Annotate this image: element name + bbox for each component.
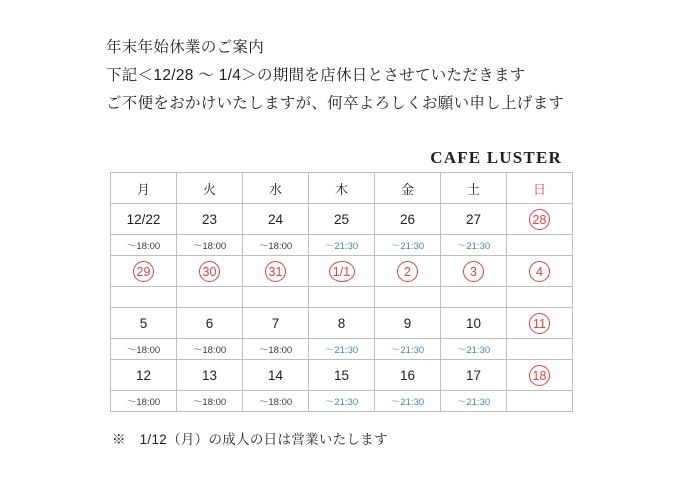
day-label: 16	[399, 367, 416, 383]
hours-cell: ～21:30	[309, 339, 375, 360]
closed-day-marker: 2	[397, 261, 418, 282]
day-cell	[375, 256, 441, 287]
hours-cell: ～18:00	[177, 235, 243, 256]
day-cell	[111, 360, 177, 391]
day-cell	[507, 308, 573, 339]
hours-cell: ～18:00	[111, 339, 177, 360]
hours-cell: ～18:00	[177, 391, 243, 412]
day-cell	[441, 204, 507, 235]
day-cell	[507, 204, 573, 235]
closed-day-marker: 29	[133, 261, 154, 282]
dow-header-fri: 金	[375, 173, 441, 204]
day-label: 27	[465, 211, 482, 227]
day-label: 12/22	[126, 211, 161, 227]
day-label: 6	[205, 315, 214, 331]
day-cell	[507, 256, 573, 287]
calendar-hours-row	[111, 391, 573, 412]
day-cell	[375, 308, 441, 339]
day-cell	[243, 308, 309, 339]
day-label: 17	[465, 367, 482, 383]
calendar-hours-row	[111, 339, 573, 360]
hours-cell	[441, 287, 507, 308]
hours-cell	[243, 287, 309, 308]
day-label: 25	[333, 211, 350, 227]
hours-cell: ～21:30	[441, 391, 507, 412]
day-cell	[243, 204, 309, 235]
day-cell	[243, 360, 309, 391]
hours-cell: ～21:30	[441, 339, 507, 360]
closed-day-marker: 31	[265, 261, 286, 282]
closed-day-marker: 3	[463, 261, 484, 282]
day-cell	[177, 256, 243, 287]
day-label: 9	[403, 315, 412, 331]
hours-cell: ～21:30	[375, 339, 441, 360]
dow-header-tue: 火	[177, 173, 243, 204]
day-cell	[441, 360, 507, 391]
notice-line-3: ご不便をおかけいたしますが、何卒よろしくお願い申し上げます	[106, 95, 565, 112]
day-label: 26	[399, 211, 416, 227]
hours-cell: ～21:30	[441, 235, 507, 256]
dow-header-thu: 木	[309, 173, 375, 204]
hours-cell: ～21:30	[375, 391, 441, 412]
hours-cell	[309, 287, 375, 308]
closed-day-marker: 30	[199, 261, 220, 282]
dow-header-sun: 日	[507, 173, 573, 204]
day-label: 12	[135, 367, 152, 383]
hours-cell: ～18:00	[111, 235, 177, 256]
day-label: 10	[465, 315, 482, 331]
day-cell	[111, 256, 177, 287]
dow-header-mon: 月	[111, 173, 177, 204]
day-label: 23	[201, 211, 218, 227]
hours-cell: ～18:00	[243, 391, 309, 412]
day-label: 8	[337, 315, 346, 331]
day-label: 5	[139, 315, 148, 331]
notice-text-block	[106, 34, 606, 118]
notice-line-2: 下記＜12/28 ～ 1/4＞の期間を店休日とさせていただきます	[106, 67, 526, 84]
hours-cell	[375, 287, 441, 308]
day-cell	[309, 204, 375, 235]
calendar-hours-row	[111, 287, 573, 308]
day-label: 14	[267, 367, 284, 383]
day-cell	[441, 308, 507, 339]
calendar-hours-row	[111, 235, 573, 256]
day-cell	[441, 256, 507, 287]
hours-cell: ～21:30	[309, 235, 375, 256]
footnote: ※ 1/12（月）の成人の日は営業いたします	[112, 432, 388, 447]
day-cell	[177, 308, 243, 339]
closed-day-marker: 28	[529, 209, 550, 230]
day-cell	[309, 360, 375, 391]
calendar-week-row	[111, 204, 573, 235]
hours-cell	[177, 287, 243, 308]
closed-day-marker: 11	[529, 313, 550, 334]
day-cell	[177, 360, 243, 391]
day-label: 13	[201, 367, 218, 383]
hours-cell: ～18:00	[243, 235, 309, 256]
hours-cell	[507, 339, 573, 360]
hours-cell	[507, 391, 573, 412]
day-cell	[177, 204, 243, 235]
day-cell	[375, 360, 441, 391]
day-cell	[243, 256, 309, 287]
closed-day-marker: 4	[529, 261, 550, 282]
notice-line-1: 年末年始休業のご案内	[106, 39, 265, 56]
hours-cell: ～21:30	[309, 391, 375, 412]
hours-cell	[507, 287, 573, 308]
closed-day-marker: 18	[529, 365, 550, 386]
hours-cell	[111, 287, 177, 308]
calendar-header-row	[111, 173, 573, 204]
day-cell	[309, 308, 375, 339]
calendar-week-row	[111, 360, 573, 391]
calendar-week-row	[111, 256, 573, 287]
hours-cell: ～21:30	[375, 235, 441, 256]
hours-cell: ～18:00	[111, 391, 177, 412]
day-label: 24	[267, 211, 284, 227]
hours-cell: ～18:00	[177, 339, 243, 360]
hours-cell	[507, 235, 573, 256]
hours-cell: ～18:00	[243, 339, 309, 360]
day-cell	[507, 360, 573, 391]
closed-day-marker: 1/1	[329, 261, 355, 282]
dow-header-sat: 土	[441, 173, 507, 204]
calendar-week-row	[111, 308, 573, 339]
day-label: 15	[333, 367, 350, 383]
dow-header-wed: 水	[243, 173, 309, 204]
day-cell	[375, 204, 441, 235]
day-cell	[111, 204, 177, 235]
holiday-calendar-table	[110, 172, 573, 412]
day-cell	[309, 256, 375, 287]
day-cell	[111, 308, 177, 339]
shop-name: CAFE LUSTER	[430, 148, 562, 167]
calendar-wrapper	[110, 172, 573, 412]
day-label: 7	[271, 315, 280, 331]
